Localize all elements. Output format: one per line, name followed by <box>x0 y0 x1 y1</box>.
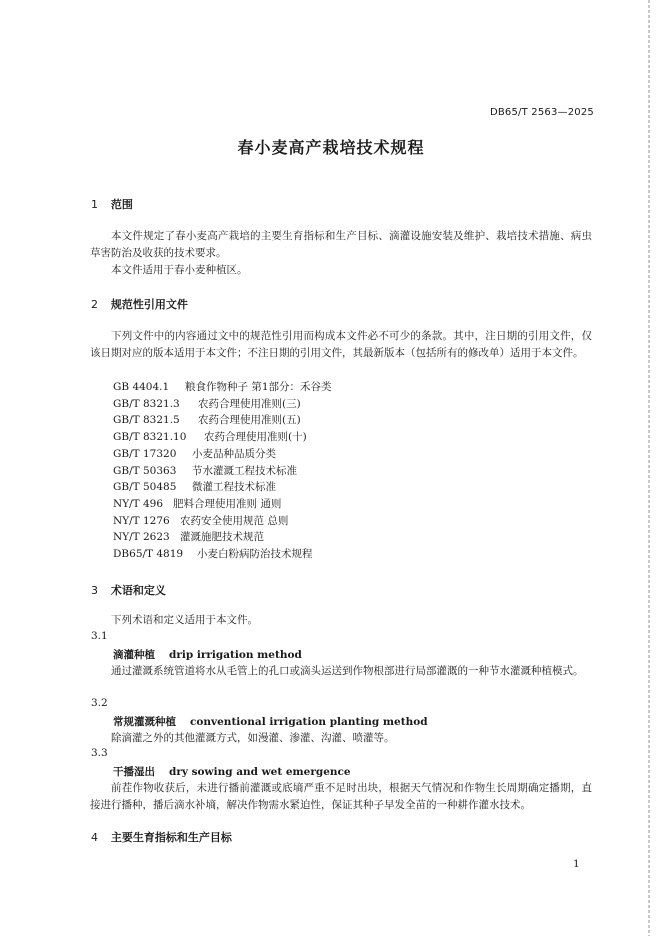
term-heading <box>113 647 302 662</box>
term-definition: 通过灌溉系统管道将水从毛管上的孔口或滴头运送到作物根部进行局部灌溉的一种节水灌溉种植模式。 <box>111 665 584 677</box>
reference-code: GB/T 8321.5 <box>113 414 180 427</box>
reference-name: 灌溉施肥技术规范 <box>180 531 264 544</box>
reference-name: 肥料合理使用准则 通则 <box>173 497 282 510</box>
term-chinese: 干播湿出 <box>113 766 155 778</box>
term-heading <box>113 764 351 779</box>
term-english: dry sowing and wet emergence <box>169 766 351 778</box>
reference-code: DB65/T 4819 <box>113 548 184 561</box>
section-3-intro: 下列术语和定义适用于本文件。 <box>111 614 258 626</box>
reference-name: 粮食作物种子 第1部分：禾谷类 <box>185 381 332 393</box>
reference-name: 微灌工程技术标准 <box>192 481 276 494</box>
term-chinese: 滴灌种植 <box>113 649 155 661</box>
term-english: drip irrigation method <box>169 649 302 661</box>
reference-item <box>113 513 332 530</box>
normative-reference-list <box>113 379 332 563</box>
reference-item <box>113 546 332 563</box>
term-number: 3.3 <box>91 747 108 759</box>
reference-name: 农药合理使用准则(三) <box>198 397 301 410</box>
section-1-heading <box>91 196 133 212</box>
reference-item <box>113 396 332 413</box>
reference-code: GB/T 50485 <box>113 481 177 494</box>
section-1-paragraph-1: 本文件规定了春小麦高产栽培的主要生育指标和生产目标、滴灌设施安装及维护、栽培技术措施、病虫草害防治及收获的技术要求。 <box>90 230 592 259</box>
reference-item <box>113 529 332 546</box>
section-number: 3 <box>91 584 98 597</box>
reference-code: GB/T 8321.3 <box>113 397 180 410</box>
reference-name: 小麦白粉病防治技术规程 <box>197 548 313 561</box>
reference-item <box>113 379 332 396</box>
reference-code: GB/T 8321.10 <box>113 431 187 444</box>
reference-item <box>113 479 332 496</box>
reference-item <box>113 412 332 429</box>
reference-code: NY/T 496 <box>113 497 164 510</box>
reference-name: 农药合理使用准则(十) <box>204 431 307 444</box>
document-title: 春小麦高产栽培技术规程 <box>237 138 425 157</box>
reference-name: 节水灌溉工程技术标准 <box>192 464 297 477</box>
reference-code: GB 4404.1 <box>113 381 170 393</box>
reference-item <box>113 429 332 446</box>
term-chinese: 常规灌溉种植 <box>113 716 176 728</box>
section-title: 规范性引用文件 <box>110 298 188 311</box>
term-number: 3.2 <box>91 697 108 709</box>
page-number: 1 <box>573 858 580 870</box>
section-number: 1 <box>91 198 98 211</box>
reference-name: 农药合理使用准则(五) <box>198 414 301 427</box>
section-1-paragraph-2: 本文件适用于春小麦种植区。 <box>111 264 248 276</box>
reference-item <box>113 463 332 480</box>
term-number: 3.1 <box>91 630 108 642</box>
reference-name: 农药安全使用规范 总则 <box>180 514 289 527</box>
term-definition: 除滴灌之外的其他灌溉方式，如漫灌、渗灌、沟灌、喷灌等。 <box>111 732 395 744</box>
section-title: 主要生育指标和生产目标 <box>110 831 232 844</box>
section-title: 范围 <box>110 198 133 211</box>
section-3-heading <box>91 582 166 598</box>
document-code: DB65/T 2563—2025 <box>489 107 594 118</box>
term-definition: 前茬作物收获后，未进行播前灌溉或底墒严重不足时出块，根据天气情况和作物生长周期确定播期，直接进行播种，播后滴水补墒，解决作物需水紧迫性，保证其种子早发全苗的一种耕作灌水技术。 <box>90 782 592 811</box>
section-title: 术语和定义 <box>110 584 166 597</box>
term-heading <box>113 714 428 729</box>
reference-code: NY/T 2623 <box>113 531 170 544</box>
section-4-heading <box>91 829 232 845</box>
reference-code: GB/T 50363 <box>113 464 177 477</box>
section-2-heading <box>91 296 188 312</box>
section-number: 2 <box>91 298 98 311</box>
reference-code: NY/T 1276 <box>113 514 170 527</box>
reference-name: 小麦品种品质分类 <box>192 447 276 460</box>
reference-item <box>113 496 332 513</box>
term-english: conventional irrigation planting method <box>190 716 428 728</box>
reference-code: GB/T 17320 <box>113 447 177 460</box>
section-2-intro: 下列文件中的内容通过文中的规范性引用而构成本文件必不可少的条款。其中，注日期的引用文件，仅该日期对应的版本适用于本文件；不注日期的引用文件，其最新版本（包括所有的修改单）适用于本文件。 <box>90 330 592 359</box>
reference-item <box>113 446 332 463</box>
section-number: 4 <box>91 831 98 844</box>
